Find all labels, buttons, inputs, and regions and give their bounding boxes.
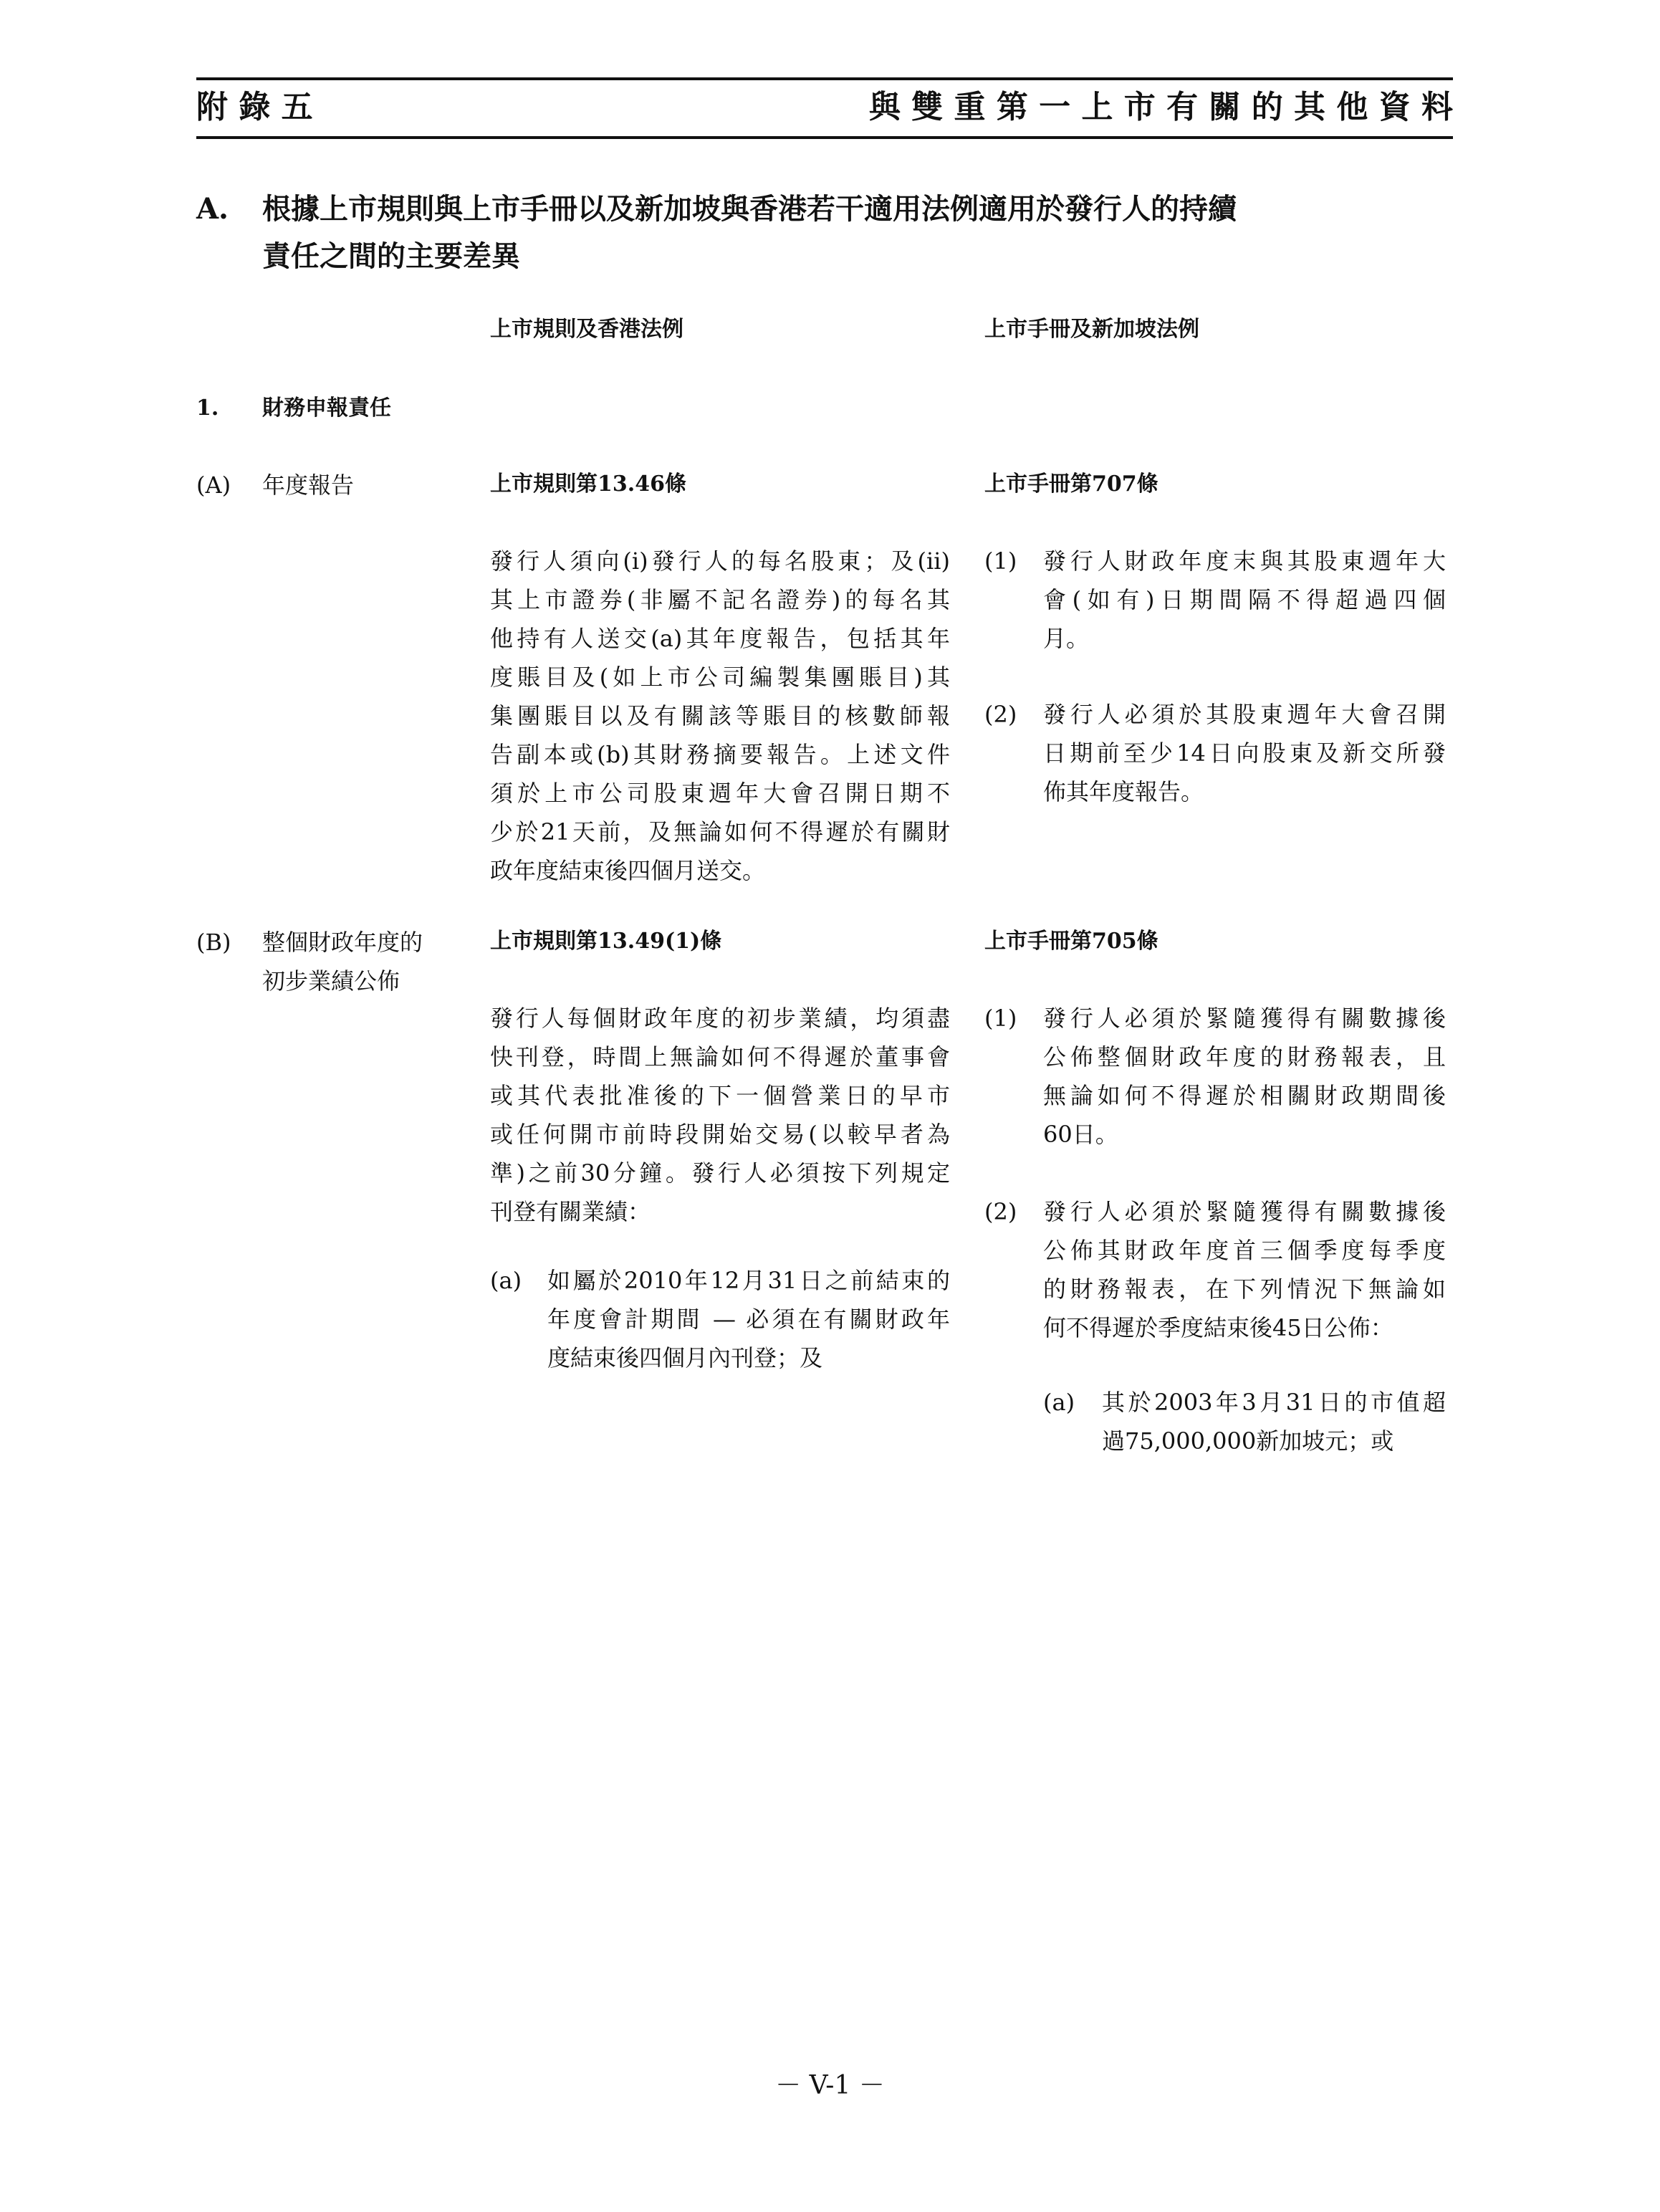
text-line: 集團賬目以及有關該等賬目的核數師報 bbox=[490, 702, 950, 729]
item-title: 財務申報責任 bbox=[262, 396, 391, 421]
text-line: 何不得遲於季度結束後45日公佈： bbox=[1043, 1314, 1393, 1341]
text-line: 準)之前30分鐘。發行人必須按下列規定 bbox=[490, 1159, 950, 1187]
text-line: 公佈整個財政年度的財務報表，且 bbox=[1043, 1043, 1446, 1071]
text-line: 度結束後四個月內刊登；及 bbox=[547, 1344, 823, 1371]
left-paragraph-a bbox=[490, 542, 950, 890]
text-line: 發行人必須於緊隨獲得有關數據後 bbox=[1043, 1198, 1446, 1225]
page-number: － V-1 － bbox=[775, 2071, 885, 2100]
text-line: 公佈其財政年度首三個季度每季度 bbox=[1043, 1237, 1446, 1264]
text-line: 政年度結束後四個月送交。 bbox=[490, 857, 766, 884]
list-number: (a) bbox=[1043, 1389, 1075, 1416]
section-title-line2: 責任之間的主要差異 bbox=[262, 239, 520, 273]
text-line: 其上市證券(非屬不記名證券)的每名其 bbox=[490, 586, 950, 613]
rule-reference-left-a: 上市規則第13.46條 bbox=[490, 471, 686, 497]
text-line: 無論如何不得遲於相關財政期間後 bbox=[1043, 1082, 1446, 1109]
list-number: (2) bbox=[984, 1198, 1017, 1225]
text-line: 告副本或(b)其財務摘要報告。上述文件 bbox=[490, 741, 950, 768]
subitem-title-a: 年度報告 bbox=[262, 471, 355, 499]
text-line: 快刊登，時間上無論如何不得遲於董事會 bbox=[490, 1043, 950, 1071]
text-line: 過75,000,000新加坡元；或 bbox=[1102, 1427, 1394, 1455]
text-line: 日期前至少14日向股東及新交所發 bbox=[1043, 739, 1446, 767]
text-line: 發行人財政年度末與其股東週年大 bbox=[1043, 547, 1446, 575]
subitem-label-a: (A) bbox=[196, 471, 231, 499]
section-letter: A. bbox=[196, 192, 229, 226]
text-line: 如屬於2010年12月31日之前結束的 bbox=[547, 1267, 950, 1294]
right-item-b1 bbox=[1043, 999, 1446, 1154]
text-line: 須於上市公司股東週年大會召開日期不 bbox=[490, 780, 950, 807]
text-line: 少於21天前，及無論如何不得遲於有關財 bbox=[490, 818, 950, 846]
text-line: 他持有人送交(a)其年度報告，包括其年 bbox=[490, 625, 950, 652]
right-item-a2 bbox=[1043, 695, 1446, 811]
appendix-label: 附 錄 五 bbox=[196, 89, 313, 125]
text-line: 發行人須向(i)發行人的每名股東；及(ii) bbox=[490, 547, 950, 575]
text-line: 佈其年度報告。 bbox=[1043, 778, 1204, 805]
text-line: 發行人每個財政年度的初步業績，均須盡 bbox=[490, 1005, 950, 1032]
text-line: 刊登有關業績： bbox=[490, 1198, 651, 1225]
list-number: (1) bbox=[984, 547, 1017, 575]
header-bottom-rule bbox=[196, 136, 1453, 139]
text-line: 會(如有)日期間隔不得超過四個 bbox=[1043, 586, 1446, 613]
text-line: 年度會計期間 — 必須在有關財政年 bbox=[547, 1306, 950, 1333]
left-paragraph-b bbox=[490, 999, 950, 1231]
subitem-title-b-line1: 整個財政年度的 bbox=[262, 929, 423, 956]
column-header-left: 上市規則及香港法例 bbox=[490, 317, 683, 342]
subitem-title-b-line2: 初步業績公佈 bbox=[262, 967, 400, 995]
list-number: (a) bbox=[490, 1267, 522, 1294]
header-top-rule bbox=[196, 77, 1453, 80]
rule-reference-right-b: 上市手冊第705條 bbox=[984, 929, 1158, 954]
rule-reference-left-b: 上市規則第13.49(1)條 bbox=[490, 929, 722, 954]
text-line: 月。 bbox=[1043, 625, 1090, 652]
text-line: 的財務報表，在下列情況下無論如 bbox=[1043, 1275, 1446, 1303]
right-subitem-b-a bbox=[1102, 1383, 1446, 1460]
list-number: (2) bbox=[984, 701, 1017, 728]
text-line: 或任何開市前時段開始交易(以較早者為 bbox=[490, 1121, 950, 1148]
page-title: 與 雙 重 第 一 上 市 有 關 的 其 他 資 料 bbox=[868, 89, 1453, 125]
item-number: 1. bbox=[196, 396, 219, 421]
text-line: 發行人必須於緊隨獲得有關數據後 bbox=[1043, 1005, 1446, 1032]
text-line: 60日。 bbox=[1043, 1121, 1118, 1148]
text-line: 度賬目及(如上市公司編製集團賬目)其 bbox=[490, 664, 950, 691]
left-subitem-b-a bbox=[547, 1261, 950, 1377]
list-number: (1) bbox=[984, 1005, 1017, 1032]
subitem-label-b: (B) bbox=[196, 929, 231, 956]
section-title-line1: 根據上市規則與上市手冊以及新加坡與香港若干適用法例適用於發行人的持續 bbox=[262, 192, 1237, 226]
column-header-right: 上市手冊及新加坡法例 bbox=[984, 317, 1199, 342]
rule-reference-right-a: 上市手冊第707條 bbox=[984, 471, 1158, 497]
text-line: 或其代表批准後的下一個營業日的早市 bbox=[490, 1082, 950, 1109]
right-item-a1 bbox=[1043, 542, 1446, 658]
text-line: 發行人必須於其股東週年大會召開 bbox=[1043, 701, 1446, 728]
right-item-b2 bbox=[1043, 1192, 1446, 1347]
text-line: 其於2003年3月31日的市值超 bbox=[1102, 1389, 1446, 1416]
